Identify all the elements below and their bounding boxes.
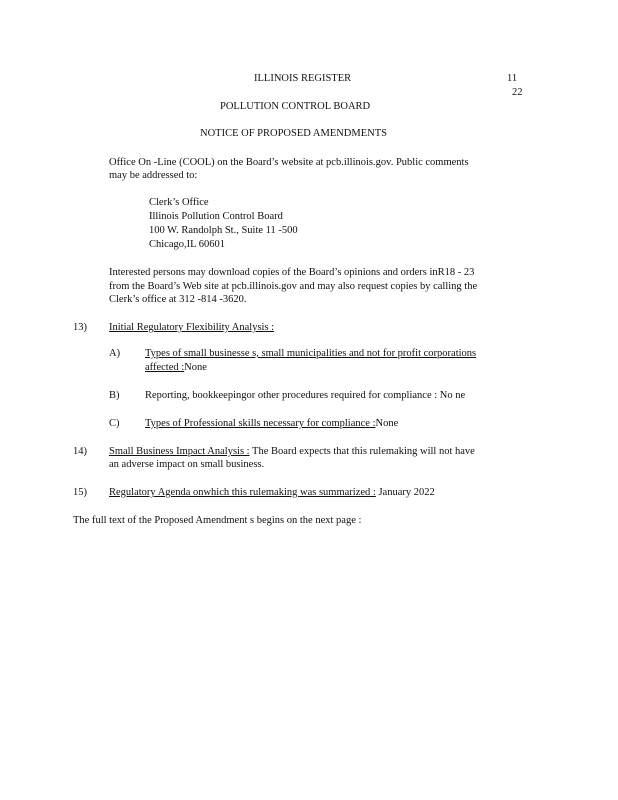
intro-line-1: Office On -Line (COOL) on the Board’s website at pcb.illinois.gov. Public comments [109, 157, 469, 168]
item-13a-text-2: affected : [145, 362, 185, 373]
item-15-line [109, 487, 435, 498]
item-15-value: January 2022 [378, 487, 435, 498]
address-line-2: Illinois Pollution Control Board [149, 211, 283, 222]
item-13a-label: A) [109, 348, 121, 359]
item-13c-value: None [375, 418, 399, 429]
item-13a-text-2-wrap [145, 362, 207, 373]
item-14-title: Small Business Impact Analysis : [109, 446, 250, 457]
register-title: ILLINOIS REGISTER [254, 73, 352, 84]
interested-line-3: Clerk’s office at 312 -814 -3620. [109, 294, 247, 305]
item-13b-label: B) [109, 390, 120, 401]
item-15-number: 15) [73, 487, 87, 498]
notice-title: NOTICE OF PROPOSED AMENDMENTS [200, 128, 387, 139]
item-13c-label: C) [109, 418, 120, 429]
item-14-number: 14) [73, 446, 87, 457]
interested-line-1: Interested persons may download copies of the Board’s opinions and orders inR18 - 23 [109, 267, 475, 278]
page-number: 22 [512, 87, 523, 98]
interested-line-2: from the Board’s Web site at pcb.illinois.gov and may also request copies by calling the [109, 281, 478, 292]
intro-line-2: may be addressed to: [109, 170, 198, 181]
item-13a-text-1: Types of small businesse s, small municipalities and not for profit corporations [145, 348, 477, 359]
address-line-4: Chicago,IL 60601 [149, 239, 226, 250]
item-13-number: 13) [73, 322, 87, 333]
item-14-text-2: an adverse impact on small business. [109, 459, 265, 470]
item-13c-wrap [145, 418, 398, 429]
item-13a-value: None [184, 362, 207, 373]
item-13c-text: Types of Professional skills necessary for compliance : [145, 418, 376, 429]
item-15-title: Regulatory Agenda onwhich this rulemaking was summarized : [109, 487, 376, 498]
address-line-1: Clerk’s Office [149, 197, 209, 208]
item-14-text-1: The Board expects that this rulemaking will not have [252, 446, 475, 457]
item-14-line-1 [109, 446, 475, 457]
address-line-3: 100 W. Randolph St., Suite 11 -500 [149, 225, 298, 236]
item-13b-wrap [145, 390, 465, 401]
agency-title: POLLUTION CONTROL BOARD [220, 101, 371, 112]
full-text-note: The full text of the Proposed Amendment s begins on the next page : [73, 515, 362, 526]
item-13b-value: No ne [439, 390, 466, 401]
volume-number: 11 [507, 73, 518, 84]
item-13-title: Initial Regulatory Flexibility Analysis : [109, 322, 275, 333]
item-13b-text: Reporting, bookkeepingor other procedures required for compliance : [145, 390, 438, 401]
